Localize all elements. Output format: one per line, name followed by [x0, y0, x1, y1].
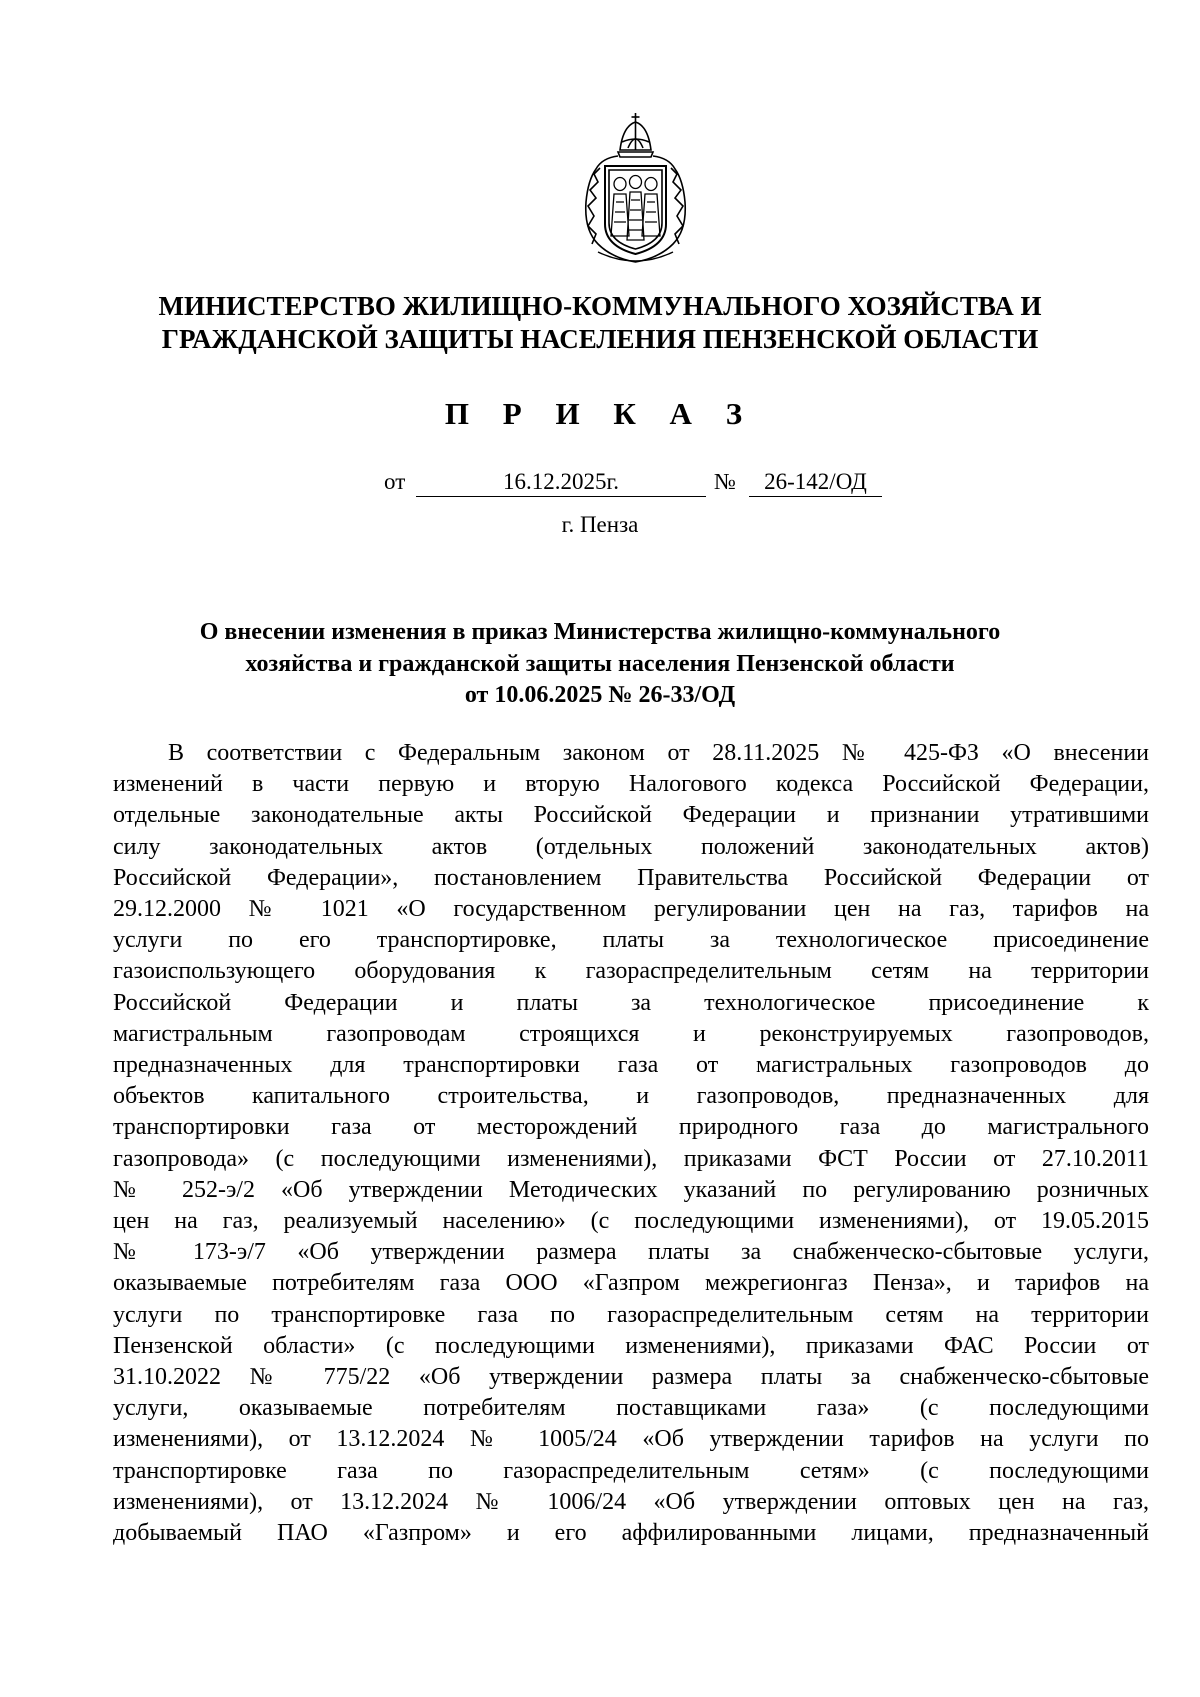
document-date: 16.12.2025г. [416, 468, 706, 497]
subject-line: хозяйства и гражданской защиты населения Пензенской области [245, 650, 955, 677]
body-line: изменениями), от 13.12.2024 № 1006/24 «Об утверждении оптовых цен на газ, [113, 1488, 1149, 1515]
body-line: газоиспользующего оборудования к газораспределительным сетям на территории [113, 958, 1149, 985]
body-line: услуги по его транспортировке, платы за технологическое присоединение [113, 927, 1149, 954]
body-line: предназначенных для транспортировки газа от магистральных газопроводов до [113, 1052, 1149, 1079]
body-line: силу законодательных актов (отдельных положений законодательных актов) [113, 833, 1149, 860]
body-line: услуги, оказываемые потребителям поставщиками газа» (с последующими [113, 1395, 1149, 1422]
subject-line: О внесении изменения в приказ Министерства жилищно-коммунального [199, 619, 1001, 645]
body-line: 31.10.2022 № 775/22 «Об утверждении размера платы за снабженческо-сбытовые [113, 1364, 1149, 1391]
body-line: 29.12.2000 № 1021 «О государственном регулировании цен на газ, тарифов на [113, 896, 1149, 923]
date-prefix: от [384, 469, 406, 494]
body-line: транспортировке газа по газораспределительным сетям» (с последующими [113, 1457, 1149, 1484]
body-line: цен на газ, реализуемый населению» (с последующими изменениями), от 19.05.2015 [113, 1208, 1149, 1235]
body-line: отдельные законодательные акты Российской Федерации и признании утратившими [113, 802, 1149, 829]
number-prefix: № [714, 469, 736, 494]
order-subject [110, 617, 1090, 712]
document-number: 26-142/ОД [749, 468, 882, 497]
body-line: № 173-э/7 «Об утверждении размера платы за снабженческо-сбытовые услуги, [113, 1239, 1149, 1266]
body-line: газопровода» (с последующими изменениями), приказами ФСТ России от 27.10.2011 [113, 1145, 1149, 1172]
body-line: объектов капитального строительства, и газопроводов, предназначенных для [113, 1083, 1149, 1110]
body-line: Российской Федерации и платы за технологическое присоединение к [113, 989, 1149, 1016]
body-line: изменениями), от 13.12.2024 № 1005/24 «Об утверждении тарифов на услуги по [113, 1426, 1149, 1453]
ministry-name-line-2: ГРАЖДАНСКОЙ ЗАЩИТЫ НАСЕЛЕНИЯ ПЕНЗЕНСКОЙ ОБЛАСТИ [161, 324, 1039, 354]
coat-of-arms-emblem [578, 112, 693, 270]
document-type-title: П Р И К А З [444, 396, 756, 431]
body-line: В соответствии с Федеральным законом от 28.11.2025 № 425-ФЗ «О внесении [168, 740, 1149, 766]
body-line: транспортировки газа от месторождений природного газа до магистрального [113, 1114, 1149, 1141]
body-line: магистральным газопроводам строящихся и реконструируемых газопроводов, [113, 1020, 1149, 1047]
issue-city: г. Пенза [561, 512, 639, 537]
subject-line: от 10.06.2025 № 26-33/ОД [464, 682, 736, 708]
body-line: добываемый ПАО «Газпром» и его аффилированными лицами, предназначенный [113, 1520, 1149, 1547]
body-line: изменений в части первую и вторую Налогового кодекса Российской Федерации, [113, 771, 1149, 798]
ministry-name [0, 290, 1200, 356]
body-line: № 252-э/2 «Об утверждении Методических указаний по регулированию розничных [113, 1176, 1149, 1203]
body-line: Пензенской области» (с последующими изменениями), приказами ФАС России от [113, 1332, 1149, 1359]
body-line: Российской Федерации», постановлением Правительства Российской Федерации от [113, 864, 1149, 891]
ministry-name-line-1: МИНИСТЕРСТВО ЖИЛИЩНО-КОММУНАЛЬНОГО ХОЗЯЙСТВА И [158, 291, 1042, 321]
body-line: оказываемые потребителям газа ООО «Газпром межрегионгаз Пенза», и тарифов на [113, 1270, 1149, 1297]
body-paragraph [113, 738, 1149, 1549]
body-line: услуги по транспортировке газа по газораспределительным сетям на территории [113, 1301, 1149, 1328]
